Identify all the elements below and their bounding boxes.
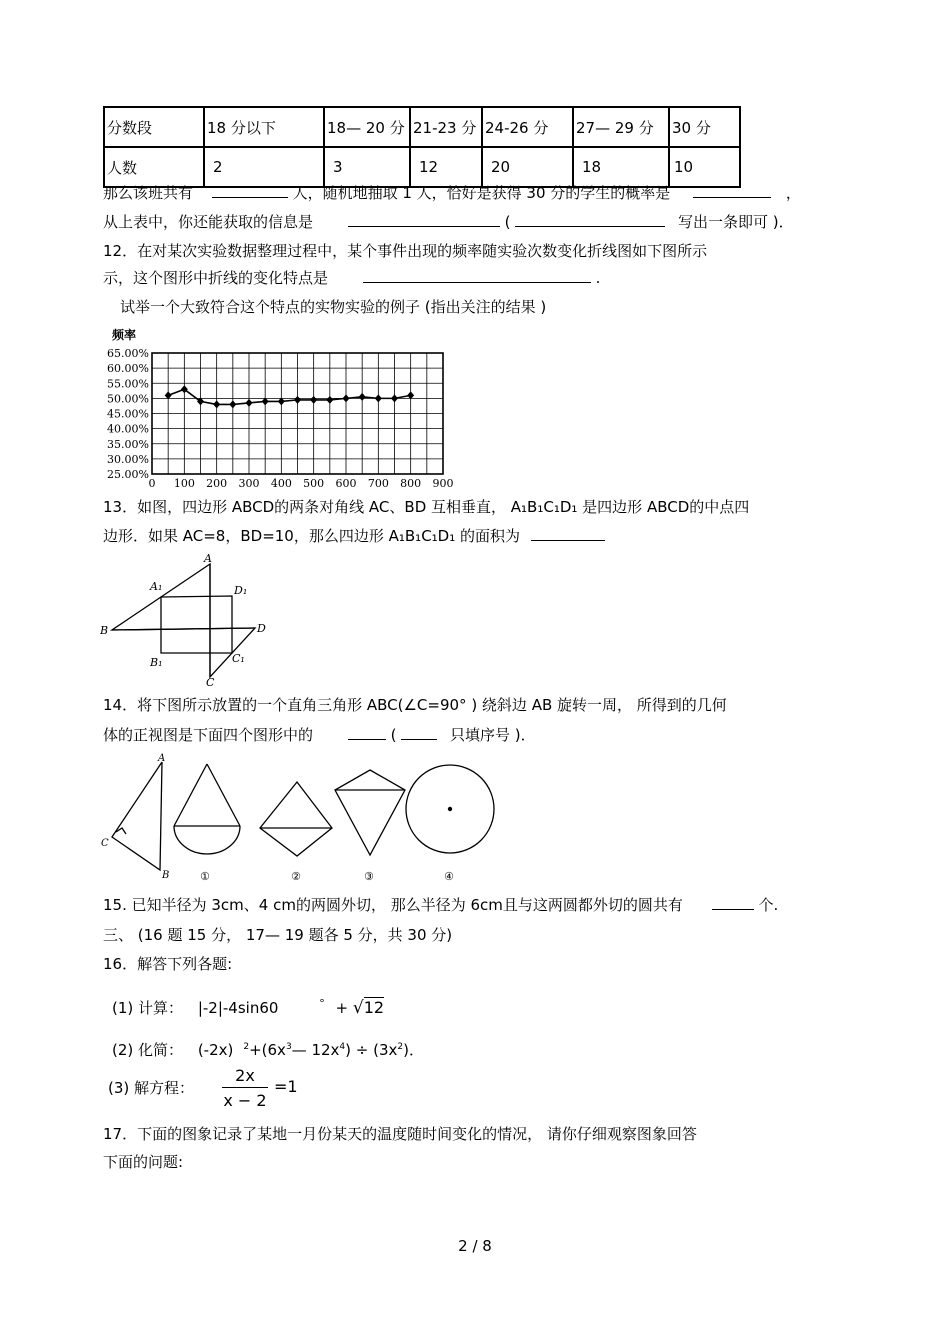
answer-blank[interactable] (401, 725, 437, 740)
q16-part-1 (112, 998, 384, 1020)
q15-line (103, 895, 778, 915)
text: . (595, 269, 601, 287)
option-label[interactable]: ③ (364, 870, 374, 883)
q16-title: 16．解答下列各题: (103, 955, 233, 973)
answer-blank[interactable] (363, 268, 591, 283)
equation-rhs: =1 (274, 1077, 298, 1096)
x-tick-label: 900 (432, 477, 454, 490)
table-cell: 3 (324, 147, 410, 187)
x-tick-label: 100 (173, 477, 195, 490)
data-point (375, 394, 382, 402)
fraction-numerator: 2x (222, 1066, 268, 1088)
data-point (213, 400, 220, 408)
table-cell: 分数段 (104, 107, 204, 147)
frequency-line (168, 389, 411, 404)
text: — 12x (291, 1041, 340, 1059)
answer-blank[interactable] (712, 895, 754, 910)
answer-blank[interactable] (348, 212, 500, 227)
data-point (229, 400, 236, 408)
answer-blank[interactable] (212, 183, 288, 198)
q12-line-1: 12．在对某次实验数据整理过程中，某个事件出现的频率随实验次数变化折线图如下图所示 (103, 242, 708, 260)
q17-line-1: 17．下面的图象记录了某地一月份某天的温度随时间变化的情况， 请你仔细观察图象回答 (103, 1125, 697, 1143)
x-tick-label: 800 (400, 477, 422, 490)
option-label[interactable]: ② (291, 870, 301, 883)
y-axis-label: 频率 (112, 328, 137, 342)
table-cell: 12 (410, 147, 482, 187)
text: 只填序号 )． (450, 726, 536, 744)
table-cell: 24-26 分 (482, 107, 573, 147)
vertex-label: C (101, 838, 109, 849)
table-row (104, 147, 740, 187)
x-tick-label: 500 (303, 477, 325, 490)
data-point (359, 393, 366, 401)
y-tick-label: 40.00% (107, 422, 149, 436)
text: 从上表中，你还能获取的信息是 (103, 213, 314, 231)
vertex-label: C (206, 676, 215, 687)
answer-blank[interactable] (515, 212, 665, 227)
q14-line-1: 14．将下图所示放置的一个直角三角形 ABC(∠C=90° ) 绕斜边 AB 旋转一周， 所得到的几何 (103, 696, 727, 714)
q13-line-2 (103, 526, 605, 546)
text: ( (504, 213, 511, 231)
text: (1) 计算： (112, 999, 184, 1017)
y-tick-label: 60.00% (107, 362, 149, 376)
table-cell: 2 (204, 147, 324, 187)
text: ( (390, 726, 397, 744)
y-tick-label: 35.00% (107, 437, 149, 451)
text: 写出一条即可 )． (678, 213, 794, 231)
table-cell: 18 (573, 147, 669, 187)
frequency-chart (100, 325, 460, 490)
q14-line-2 (103, 725, 536, 745)
data-point (326, 396, 333, 404)
data-point (343, 394, 350, 402)
text: (2) 化简： (112, 1041, 184, 1059)
y-tick-label: 65.00% (107, 347, 149, 360)
answer-blank[interactable] (531, 526, 605, 541)
text: 15. 已知半径为 3cm、4 cm的两圆外切， 那么半径为 6cm且与这两圆都外切的圆共有 (103, 896, 683, 914)
option-label[interactable]: ④ (444, 870, 454, 883)
vertex-label: B₁ (150, 656, 163, 669)
table-cell: 人数 (104, 147, 204, 187)
y-tick-label: 45.00% (107, 407, 149, 421)
answer-blank[interactable] (348, 725, 386, 740)
data-point (246, 399, 253, 407)
q16-part-3-label: (3) 解方程： (108, 1079, 195, 1097)
text: 人，随机地抽取 1 人，恰好是获得 30 分的学生的概率是 (292, 184, 671, 202)
table-cell: 18— 20 分 (324, 107, 410, 147)
answer-blank[interactable] (693, 183, 771, 198)
q13-line-1: 13．如图，四边形 ABCD的两条对角线 AC、BD 互相垂直， A₁B₁C₁D₁ 是四边形 ABCD的中点四 (103, 498, 750, 516)
option-label[interactable]: ① (200, 870, 210, 883)
text: ° (319, 997, 325, 1010)
x-tick-label: 200 (206, 477, 228, 490)
vertex-label: A₁ (150, 580, 163, 593)
radical-icon: √ (352, 998, 364, 1018)
text: +(6x (249, 1041, 286, 1059)
q16-part-2: (2) 化简： (-2x) $^2+(6x^3—$ $12x^4) \div (3x^2)$． (112, 1041, 424, 1059)
q11-line-2 (103, 212, 794, 232)
vertex-label: D₁ (234, 584, 248, 597)
text: + (335, 999, 349, 1017)
center-dot (448, 807, 452, 811)
fraction (222, 1066, 268, 1110)
text: ) ÷ (3x (345, 1041, 398, 1059)
q12-line-3: 试举一个大致符合这个特点的实物实验的例子 (指出关注的结果 ) (120, 298, 547, 316)
vertex-label: B (100, 624, 109, 637)
text: 边形．如果 AC=8，BD=10，那么四边形 A₁B₁C₁D₁ 的面积为 (103, 527, 521, 545)
text: 那么该班共有 (103, 184, 194, 202)
q11-line-1 (103, 183, 801, 203)
text: 12 (363, 998, 385, 1017)
table-cell: 18 分以下 (204, 107, 324, 147)
y-tick-label: 25.00% (107, 468, 149, 481)
rotation-options-figure (100, 752, 500, 887)
vertex-label: A (204, 552, 212, 565)
section-3-header: 三、 (16 题 15 分， 17— 19 题各 5 分，共 30 分) (103, 926, 453, 944)
data-point (294, 396, 301, 404)
text: (-2x) (197, 1041, 234, 1059)
table-cell: 21-23 分 (410, 107, 482, 147)
fraction-denominator: x − 2 (223, 1091, 267, 1110)
y-tick-label: 55.00% (107, 377, 149, 391)
data-point (391, 394, 398, 402)
text: ， (785, 184, 801, 202)
text: |-2|-4sin60 (197, 999, 279, 1017)
quadrilateral-figure (100, 552, 270, 687)
text: 个. (758, 896, 779, 914)
data-point (310, 396, 317, 404)
text: 体的正视图是下面四个图形中的 (103, 726, 314, 744)
vertex-label: B (162, 870, 170, 881)
x-tick-label: 0 (148, 477, 156, 490)
text: 示，这个图形中折线的变化特点是 (103, 269, 329, 287)
page-number: 2 / 8 (458, 1237, 492, 1255)
vertex-label: C₁ (232, 652, 245, 665)
table-cell: 30 分 (669, 107, 740, 147)
table-cell: 20 (482, 147, 573, 187)
x-tick-label: 700 (367, 477, 389, 490)
y-tick-label: 50.00% (107, 392, 149, 406)
table-cell: 10 (669, 147, 740, 187)
y-tick-label: 30.00% (107, 452, 149, 466)
x-tick-label: 400 (270, 477, 292, 490)
text: )． (403, 1041, 424, 1059)
score-table (103, 106, 741, 188)
right-triangle (112, 762, 162, 870)
q12-line-2 (103, 268, 600, 288)
vertex-label: D (257, 622, 266, 635)
vertex-label: A (158, 753, 166, 764)
q17-line-2: 下面的问题: (103, 1153, 184, 1171)
table-cell: 27— 29 分 (573, 107, 669, 147)
x-tick-label: 300 (238, 477, 260, 490)
table-row (104, 107, 740, 147)
x-tick-label: 600 (335, 477, 357, 490)
